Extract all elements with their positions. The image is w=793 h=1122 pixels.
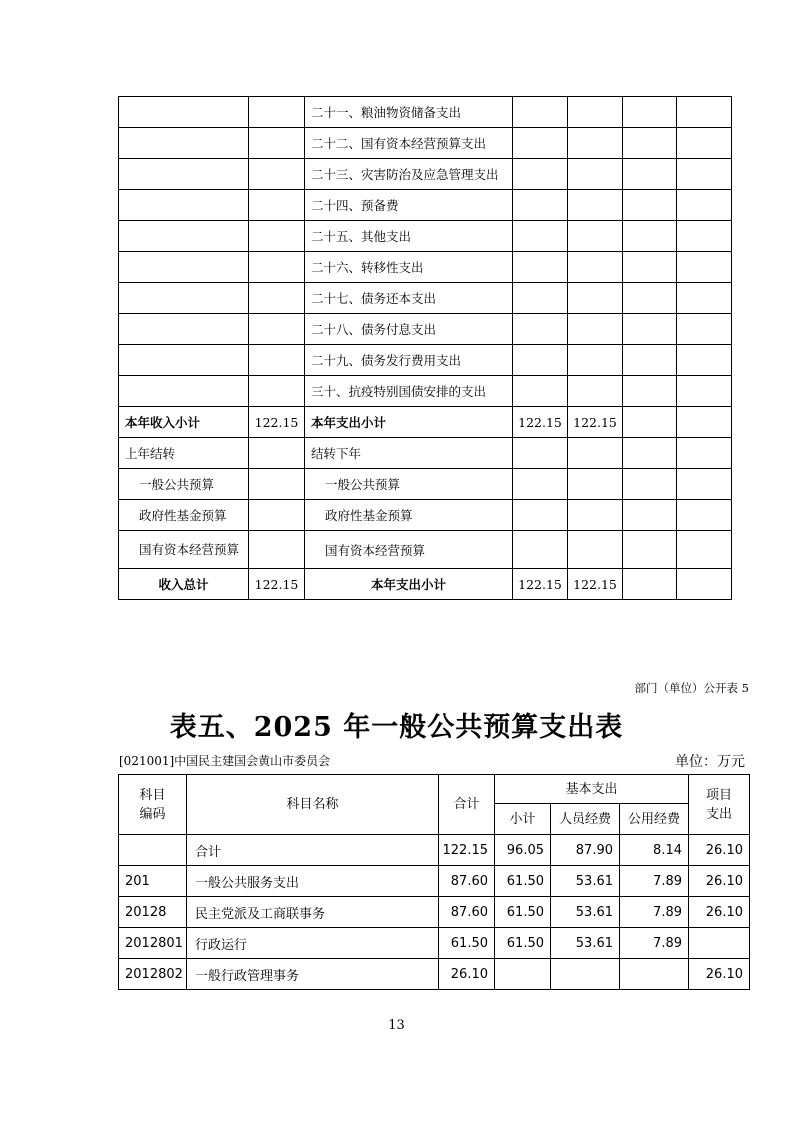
unit-label: 单位：万元: [675, 754, 745, 770]
expense-item: 二十二、国有资本经营预算支出: [305, 128, 513, 159]
expense-item: 二十四、预备费: [305, 190, 513, 221]
table-row: [119, 128, 732, 159]
table-row: [119, 345, 732, 376]
income-fund-budget: 政府性基金预算: [119, 500, 249, 531]
expense-subtotal-col2: 122.15: [568, 407, 623, 438]
table-row: 201 一般公共服务支出 87.60 61.50 53.61 7.89 26.10: [119, 866, 750, 897]
expense-item: 二十六、转移性支出: [305, 252, 513, 283]
header-basic: 基本支出: [495, 775, 689, 804]
income-state-capital: 国有资本经营预算: [119, 531, 249, 569]
income-total-label: 收入总计: [119, 569, 249, 600]
expense-subtotal-col1: 122.15: [513, 407, 568, 438]
table-row: [119, 190, 732, 221]
table-row: [119, 376, 732, 407]
expenditure-table: [118, 774, 750, 990]
table-row: [119, 252, 732, 283]
expense-item: 二十一、粮油物资储备支出: [305, 97, 513, 128]
header-code: 科目 编码: [119, 775, 187, 835]
header-personnel: 人员经费: [551, 804, 620, 835]
table-row: 2012802 一般行政管理事务 26.10 26.10: [119, 959, 750, 990]
expense-general-budget: 一般公共预算: [305, 469, 513, 500]
page-number: 13: [388, 1018, 405, 1033]
table-row: 2012801 行政运行 61.50 61.50 53.61 7.89: [119, 928, 750, 959]
table-row: 20128 民主党派及工商联事务 87.60 61.50 53.61 7.89 26.10: [119, 897, 750, 928]
header-project: 项目 支出: [689, 775, 750, 835]
expense-item: 二十九、债务发行费用支出: [305, 345, 513, 376]
income-general-budget: 一般公共预算: [119, 469, 249, 500]
subtotal-row: [119, 407, 732, 438]
expense-total-label: 本年支出小计: [305, 569, 513, 600]
page-title: 表五、2025 年一般公共预算支出表: [169, 712, 624, 743]
header-total: 合计: [439, 775, 495, 835]
expense-state-capital: 国有资本经营预算: [305, 531, 513, 569]
income-subtotal-value: 122.15: [249, 407, 305, 438]
carry-in-label: 上年结转: [119, 438, 249, 469]
header-subtotal: 小计: [495, 804, 551, 835]
table-row: [119, 221, 732, 252]
expense-total-col2: 122.15: [568, 569, 623, 600]
header-name: 科目名称: [187, 775, 439, 835]
table-note: 部门（单位）公开表 5: [634, 681, 749, 695]
expense-item: 三十、抗疫特别国债安排的支出: [305, 376, 513, 407]
organization-label: [021001]中国民主建国会黄山市委员会: [119, 754, 331, 768]
expense-item: 二十五、其他支出: [305, 221, 513, 252]
income-total-value: 122.15: [249, 569, 305, 600]
table-row: [119, 97, 732, 128]
header-public: 公用经费: [620, 804, 689, 835]
table-row: 合计 122.15 96.05 87.90 8.14 26.10: [119, 835, 750, 866]
header-row: [119, 775, 750, 804]
general-budget-row: [119, 469, 732, 500]
expense-item: 二十八、债务付息支出: [305, 314, 513, 345]
expense-item: 二十七、债务还本支出: [305, 283, 513, 314]
fund-budget-row: [119, 500, 732, 531]
table-row: [119, 159, 732, 190]
carry-out-label: 结转下年: [305, 438, 513, 469]
table-row: [119, 314, 732, 345]
expense-subtotal-label: 本年支出小计: [305, 407, 513, 438]
expense-fund-budget: 政府性基金预算: [305, 500, 513, 531]
carry-row: [119, 438, 732, 469]
expense-total-col1: 122.15: [513, 569, 568, 600]
total-row: [119, 569, 732, 600]
state-capital-row: [119, 531, 732, 569]
income-expense-table: [118, 96, 732, 600]
expense-item: 二十三、灾害防治及应急管理支出: [305, 159, 513, 190]
income-subtotal-label: 本年收入小计: [119, 407, 249, 438]
table-row: [119, 283, 732, 314]
